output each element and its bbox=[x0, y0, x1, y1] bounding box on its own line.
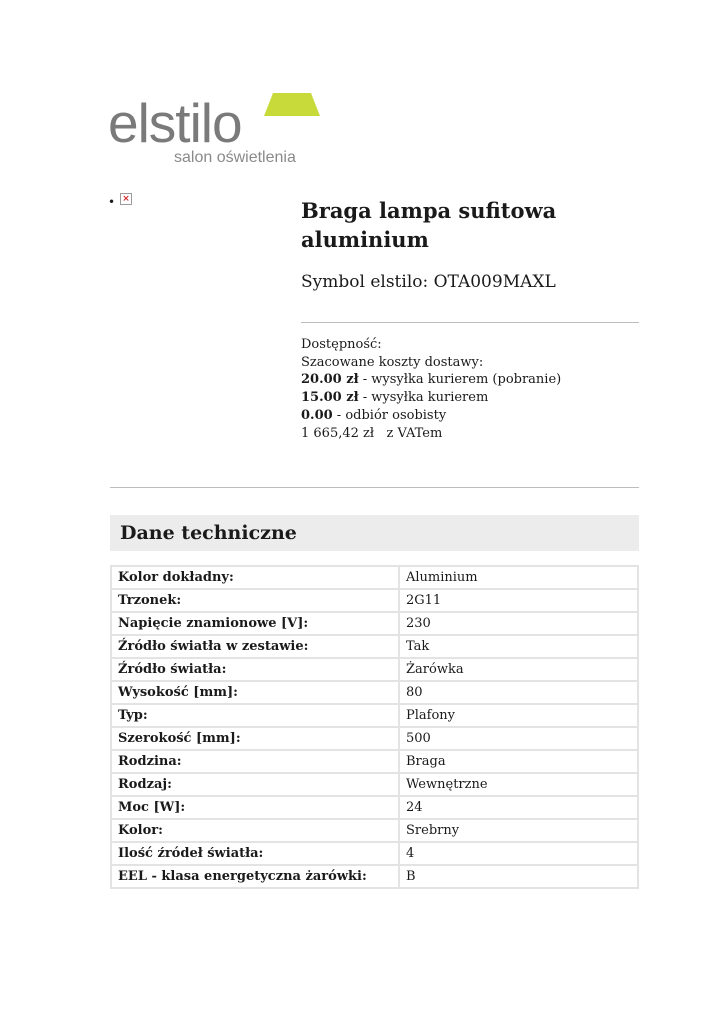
availability-label: Dostępność: bbox=[301, 337, 382, 352]
product-summary bbox=[301, 196, 639, 293]
spec-value: Plafony bbox=[399, 704, 638, 727]
table-row bbox=[111, 635, 638, 658]
table-row bbox=[111, 589, 638, 612]
divider bbox=[110, 487, 639, 488]
spec-value: Braga bbox=[399, 750, 638, 773]
shipping-price: 15.00 zł bbox=[301, 390, 359, 406]
divider bbox=[301, 322, 639, 323]
product-price: 1 665,42 zł z VATem bbox=[301, 425, 443, 441]
spec-key: Kolor dokładny: bbox=[111, 566, 399, 589]
spec-value: 230 bbox=[399, 612, 638, 635]
product-title: Braga lampa sufitowa aluminium bbox=[301, 198, 557, 252]
shipping-option bbox=[301, 371, 561, 389]
spec-value: Srebrny bbox=[399, 819, 638, 842]
table-row bbox=[111, 704, 638, 727]
table-row bbox=[111, 658, 638, 681]
spec-key: Wysokość [mm]: bbox=[111, 681, 399, 704]
table-row bbox=[111, 681, 638, 704]
table-row bbox=[111, 819, 638, 842]
section-heading: Dane techniczne bbox=[110, 515, 639, 551]
table-row bbox=[111, 865, 638, 888]
shipping-price: 20.00 zł bbox=[301, 372, 359, 388]
broken-image-icon: × bbox=[120, 193, 132, 205]
spec-value: 4 bbox=[399, 842, 638, 865]
spec-value: 2G11 bbox=[399, 589, 638, 612]
spec-key: Szerokość [mm]: bbox=[111, 727, 399, 750]
table-row bbox=[111, 566, 638, 589]
spec-key: Rodzaj: bbox=[111, 773, 399, 796]
spec-value: Aluminium bbox=[399, 566, 638, 589]
spec-key: Źródło światła w zestawie: bbox=[111, 635, 399, 658]
spec-key: Moc [W]: bbox=[111, 796, 399, 819]
product-symbol: Symbol elstilo: OTA009MAXL bbox=[301, 272, 556, 292]
table-row bbox=[111, 750, 638, 773]
spec-key: Kolor: bbox=[111, 819, 399, 842]
spec-key: Ilość źródeł światła: bbox=[111, 842, 399, 865]
spec-key: Typ: bbox=[111, 704, 399, 727]
spec-value: Wewnętrzne bbox=[399, 773, 638, 796]
spec-value: 80 bbox=[399, 681, 638, 704]
shipping-desc: - odbiór osobisty bbox=[332, 407, 447, 423]
spec-value: 500 bbox=[399, 727, 638, 750]
product-info bbox=[301, 336, 561, 442]
shipping-price: 0.00 bbox=[301, 407, 333, 423]
spec-value: Tak bbox=[399, 635, 638, 658]
table-row bbox=[111, 842, 638, 865]
shipping-desc: - wysyłka kurierem (pobranie) bbox=[358, 372, 562, 388]
spec-key: Trzonek: bbox=[111, 589, 399, 612]
logo-wordmark: elstilo bbox=[108, 92, 242, 154]
shipping-label: Szacowane koszty dostawy: bbox=[301, 354, 484, 370]
table-row bbox=[111, 612, 638, 635]
table-row bbox=[111, 796, 638, 819]
shipping-desc: - wysyłka kurierem bbox=[358, 390, 489, 406]
shipping-option bbox=[301, 389, 561, 407]
table-row bbox=[111, 773, 638, 796]
spec-value: Żarówka bbox=[399, 658, 638, 681]
table-row bbox=[111, 727, 638, 750]
list-bullet: • bbox=[108, 195, 116, 209]
spec-key: Napięcie znamionowe [V]: bbox=[111, 612, 399, 635]
spec-key: Rodzina: bbox=[111, 750, 399, 773]
spec-key: Źródło światła: bbox=[111, 658, 399, 681]
elstilo-logo bbox=[108, 90, 323, 168]
specs-table bbox=[110, 565, 639, 889]
spec-value: B bbox=[399, 865, 638, 888]
logo-tagline: salon oświetlenia bbox=[174, 149, 296, 166]
shipping-option bbox=[301, 407, 561, 425]
spec-key: EEL - klasa energetyczna żarówki: bbox=[111, 865, 399, 888]
spec-value: 24 bbox=[399, 796, 638, 819]
